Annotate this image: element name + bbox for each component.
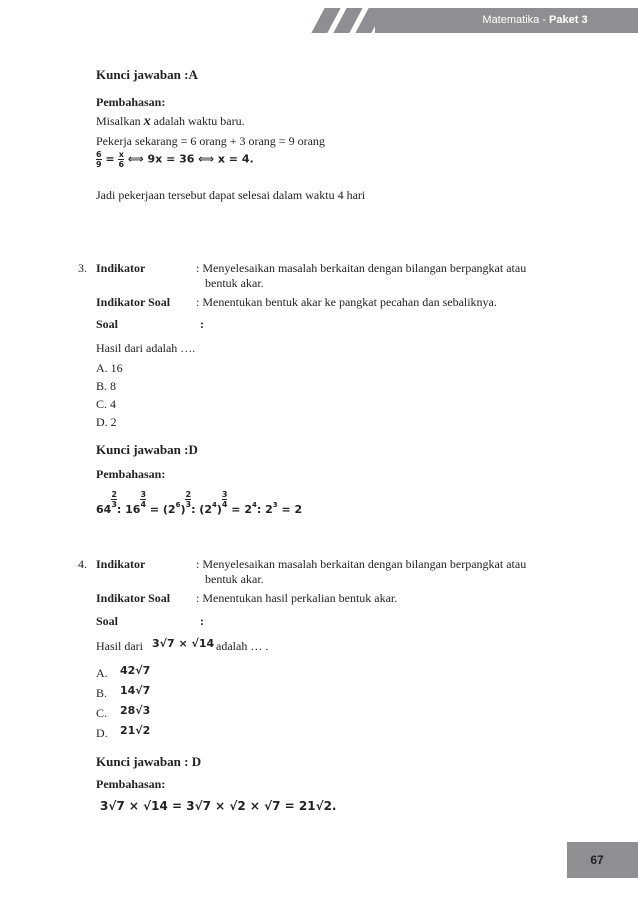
discussion-label: Pembahasan: [96, 95, 166, 109]
answer-key: Kunci jawaban :A [96, 67, 198, 82]
option-b: B. 8 [96, 379, 117, 393]
option-b-letter: B. [96, 686, 108, 700]
header-title: Matematika - Paket 3 [482, 14, 588, 26]
option-c-letter: C. [96, 706, 108, 720]
page-number: 67 [590, 853, 604, 867]
solution-equation: 64 $\frac{2}{3}$ : 16 $\frac{3}{4}$ = $(2^6)$ $\frac{2}{3}$ : $(2^4)$ $\frac{3}{4}$ = $2^4$: $2^3 = 2$ [96, 490, 303, 516]
question-text: Hasil dari adalah …. [96, 341, 196, 355]
answer-key: Kunci jawaban : D [96, 754, 202, 769]
option-c: C. 4 [96, 397, 117, 411]
solution-equation: 3√7 × √14 = 3√7 × √2 × √7 = 21√2. [100, 799, 337, 813]
indicator-soal-text: : Menentukan hasil perkalian bentuk akar. [196, 591, 398, 605]
option-d-value: 21√2 [120, 724, 151, 737]
question-prefix: Hasil dari [96, 639, 143, 653]
option-d-letter: D. [96, 726, 108, 740]
discussion-label: Pembahasan: [96, 777, 166, 791]
option-d: D. 2 [96, 415, 117, 429]
option-a: A. 16 [96, 361, 123, 375]
option-c-value: 28√3 [120, 704, 151, 717]
option-a-value: 42√7 [120, 664, 151, 677]
indicator-label: Indikator [96, 261, 146, 275]
question-expression: 3√7 × √14 [152, 637, 215, 650]
indicator-soal-label: Indikator Soal [96, 591, 171, 605]
discussion-label: Pembahasan: [96, 467, 166, 481]
soal-label: Soal [96, 317, 119, 331]
discussion-line: Misalkan x adalah waktu baru. [96, 114, 245, 129]
option-a-letter: A. [96, 666, 108, 680]
soal-label: Soal [96, 614, 119, 628]
soal-colon: : [200, 317, 204, 331]
question-number: 3. [78, 261, 87, 275]
indicator-text: : Menyelesaikan masalah berkaitan dengan bilangan berpangkat atau [196, 261, 527, 275]
question-suffix: adalah … . [216, 639, 269, 653]
indicator-text: bentuk akar. [205, 572, 264, 586]
question-number: 4. [78, 557, 87, 571]
conclusion: Jadi pekerjaan tersebut dapat selesai dalam waktu 4 hari [96, 188, 366, 202]
indicator-text: : Menyelesaikan masalah berkaitan dengan bilangan berpangkat atau [196, 557, 527, 571]
indicator-soal-text: : Menentukan bentuk akar ke pangkat pecahan dan sebaliknya. [196, 295, 497, 309]
soal-colon: : [200, 614, 204, 628]
answer-key: Kunci jawaban :D [96, 442, 198, 457]
indicator-label: Indikator [96, 557, 146, 571]
indicator-soal-label: Indikator Soal [96, 295, 171, 309]
discussion-line: Pekerja sekarang = 6 orang + 3 orang = 9 orang [96, 134, 325, 148]
equation: $\frac{6}{9}$ = $\frac{x}{6}$ ⟺ 9x = 36 ⟺ x = 4. [96, 150, 254, 169]
indicator-text: bentuk akar. [205, 276, 264, 290]
option-b-value: 14√7 [120, 684, 151, 697]
